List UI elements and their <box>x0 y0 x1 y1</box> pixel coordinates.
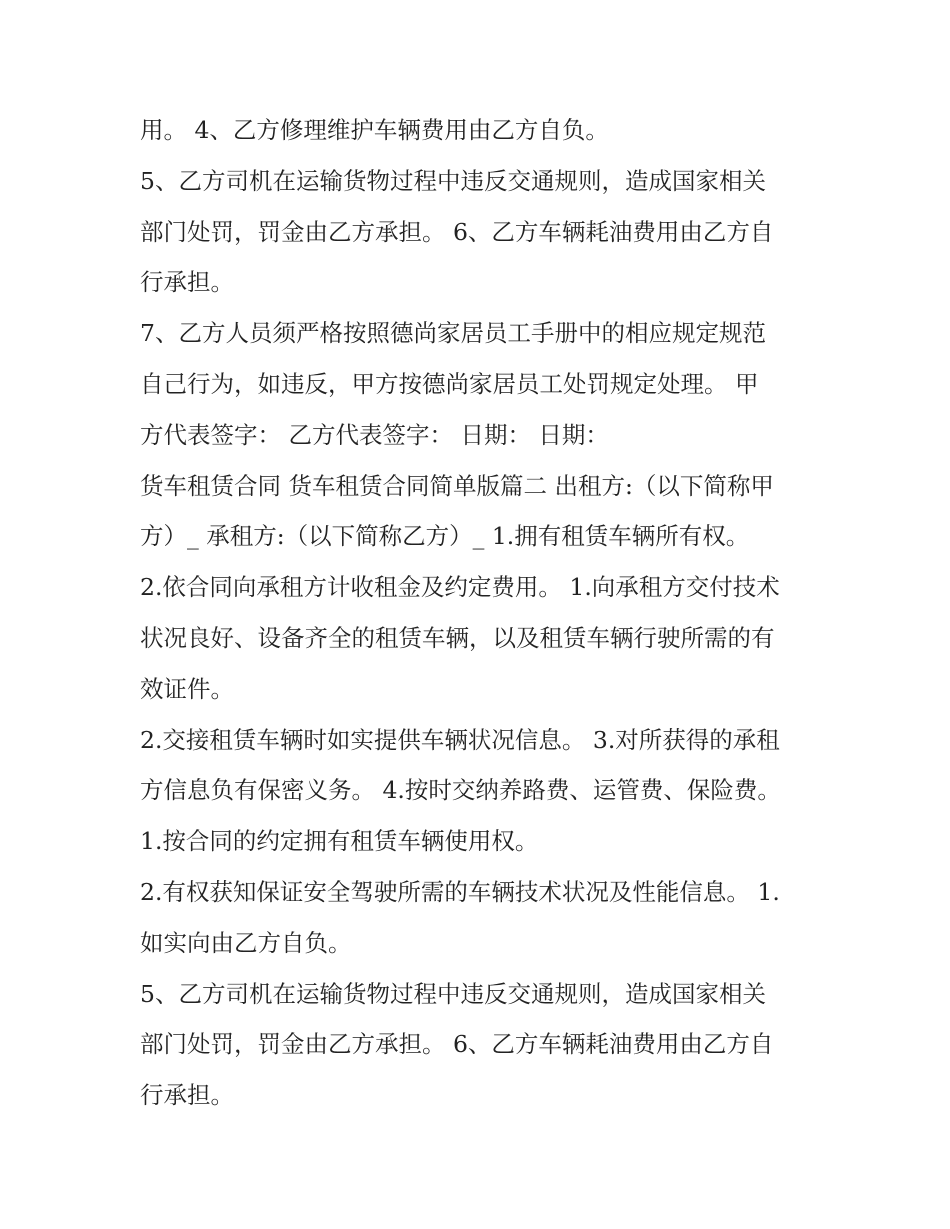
text-line: 用。 4、乙方修理维护车辆费用由乙方自负。 <box>140 116 609 144</box>
text-line: 状况良好、设备齐全的租赁车辆，以及租赁车辆行驶所需的有 <box>140 623 775 652</box>
text-line: 1.按合同的约定拥有租赁车辆使用权。 <box>140 827 539 856</box>
text-line: 行承担。 <box>140 1081 234 1110</box>
text-line: 效证件。 <box>140 674 234 703</box>
text-line: 如实向由乙方自负。 <box>140 928 352 957</box>
text-line: 2.依合同向承租方计收租金及约定费用。 1.向承租方交付技术 <box>140 573 780 602</box>
text-line: 方代表签字： 乙方代表签字： 日期： 日期： <box>140 420 609 449</box>
text-line: 方）_ 承租方:（以下简称乙方）_ 1.拥有租赁车辆所有权。 <box>140 522 750 551</box>
text-line: 货车租赁合同 货车租赁合同简单版篇二 出租方:（以下简称甲 <box>140 471 774 500</box>
text-line: 行承担。 <box>140 268 234 297</box>
text-line: 方信息负有保密义务。 4.按时交纳养路费、运管费、保险费。 <box>140 776 781 805</box>
document-body <box>140 105 820 1121</box>
text-line: 2.交接租赁车辆时如实提供车辆状况信息。 3.对所获得的承租 <box>140 725 780 754</box>
text-line: 5、乙方司机在运输货物过程中违反交通规则，造成国家相关 <box>140 979 766 1008</box>
text-line: 部门处罚，罚金由乙方承担。 6、乙方车辆耗油费用由乙方自 <box>140 217 774 246</box>
text-line: 2.有权获知保证安全驾驶所需的车辆技术状况及性能信息。 1. <box>140 877 780 906</box>
text-line: 自己行为，如违反，甲方按德尚家居员工处罚规定处理。 甲 <box>140 369 759 398</box>
text-line: 7、乙方人员须严格按照德尚家居员工手册中的相应规定规范 <box>140 319 766 348</box>
text-line: 5、乙方司机在运输货物过程中违反交通规则，造成国家相关 <box>140 166 766 195</box>
text-line: 部门处罚，罚金由乙方承担。 6、乙方车辆耗油费用由乙方自 <box>140 1030 774 1059</box>
